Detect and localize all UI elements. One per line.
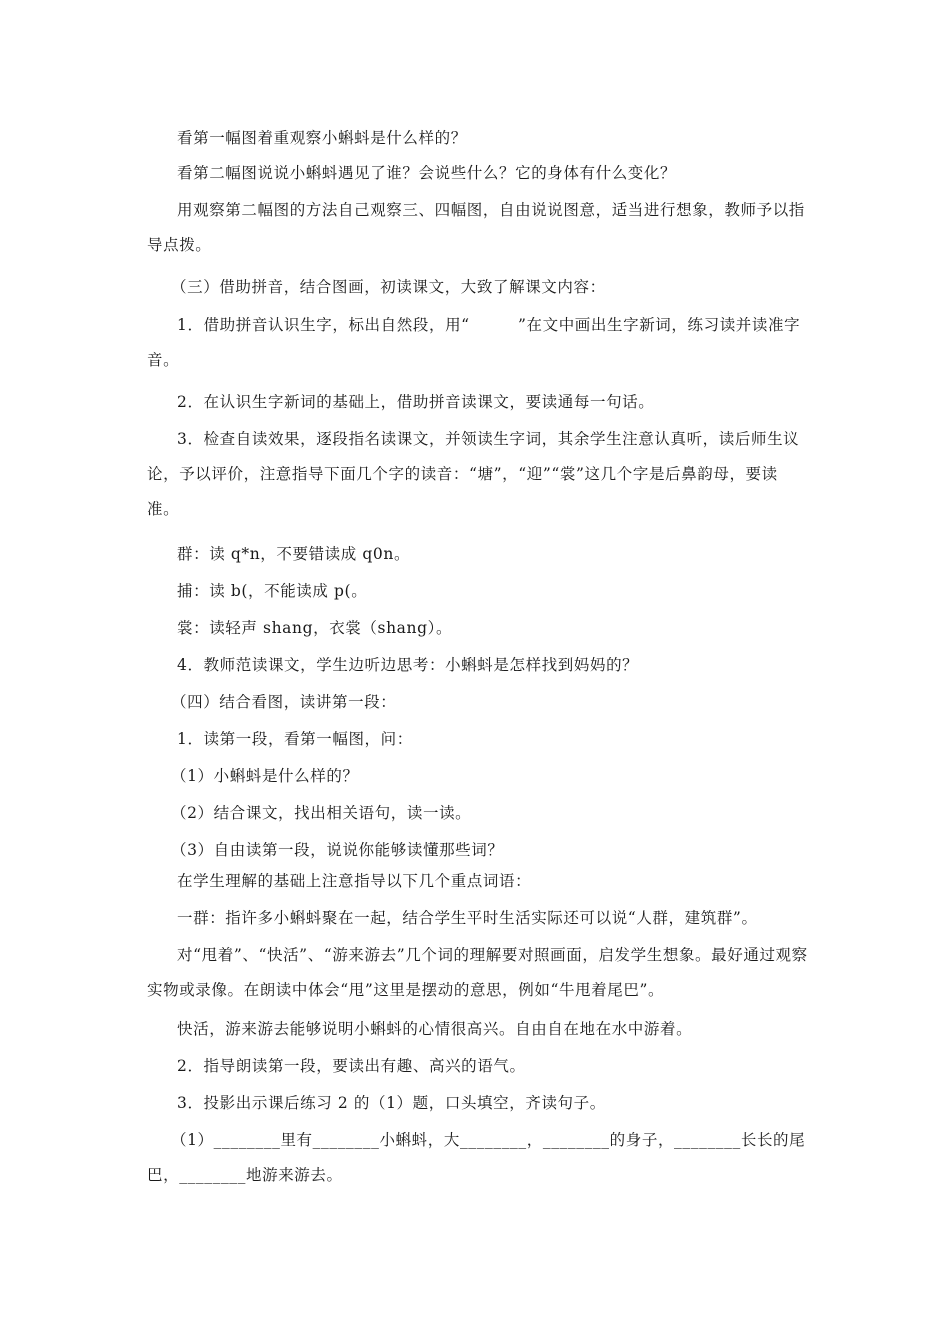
paragraph-4: （三）借助拼音，结合图画，初读课文，大致了解课文内容： <box>171 278 606 296</box>
paragraph-22: 3．投影出示课后练习 2 的（1）题，口头填空，齐读句子。 <box>177 1094 606 1112</box>
paragraph-8: 群：读 q*n，不要错读成 q0n。 <box>177 545 411 563</box>
paragraph-19: 对“甩着”、“快活”、“游来游去”几个词的理解要对照画面，启发学生想象。最好通过观察实物或录像。在朗读中体会“甩”这里是摆动的意思，例如“牛甩着尾巴”。 <box>147 946 808 999</box>
paragraph-1: 看第一幅图着重观察小蝌蚪是什么样的？ <box>177 129 467 147</box>
paragraph-12: （四）结合看图，读讲第一段： <box>171 693 397 711</box>
paragraph-2: 看第二幅图说说小蝌蚪遇见了谁？会说些什么？它的身体有什么变化？ <box>177 164 677 182</box>
paragraph-3: 用观察第二幅图的方法自己观察三、四幅图，自由说说图意，适当进行想象，教师予以指导点拨。 <box>147 201 805 254</box>
paragraph-11: 4．教师范读课文，学生边听边思考：小蝌蚪是怎样找到妈妈的？ <box>177 656 639 674</box>
paragraph-18: 一群：指许多小蝌蚪聚在一起，结合学生平时生活实际还可以说“人群，建筑群”。 <box>177 909 758 927</box>
paragraph-9: 捕：读 b(，不能读成 p(。 <box>177 582 368 600</box>
paragraph-5: 1．借助拼音认识生字，标出自然段，用“ ”在文中画出生字新词，练习读并读准字音。 <box>147 316 801 369</box>
paragraph-21: 2．指导朗读第一段，要读出有趣、高兴的语气。 <box>177 1057 526 1075</box>
paragraph-14: （1）小蝌蚪是什么样的？ <box>171 767 359 785</box>
paragraph-13: 1．读第一段，看第一幅图，问： <box>177 730 413 748</box>
paragraph-16: （3）自由读第一段，说说你能够读懂那些词？ <box>171 841 504 859</box>
paragraph-6: 2．在认识生字新词的基础上，借助拼音读课文，要读通每一句话。 <box>177 393 655 411</box>
paragraph-17: 在学生理解的基础上注意指导以下几个重点词语： <box>177 872 532 890</box>
paragraph-20: 快活，游来游去能够说明小蝌蚪的心情很高兴。自由自在地在水中游着。 <box>177 1020 693 1038</box>
paragraph-10: 裳：读轻声 shang，衣裳（shang）。 <box>177 619 453 637</box>
paragraph-23: （1）________里有________小蝌蚪，大________，________的身子，________长长的尾巴，________地游来游去。 <box>147 1131 806 1184</box>
paragraph-15: （2）结合课文，找出相关语句，读一读。 <box>171 804 472 822</box>
paragraph-7: 3．检查自读效果，逐段指名读课文，并领读生字词，其余学生注意认真听，读后师生议论，予以评价，注意指导下面几个字的读音：“塘”，“迎”“裳”这几个字是后鼻韵母，要读准。 <box>147 430 800 518</box>
